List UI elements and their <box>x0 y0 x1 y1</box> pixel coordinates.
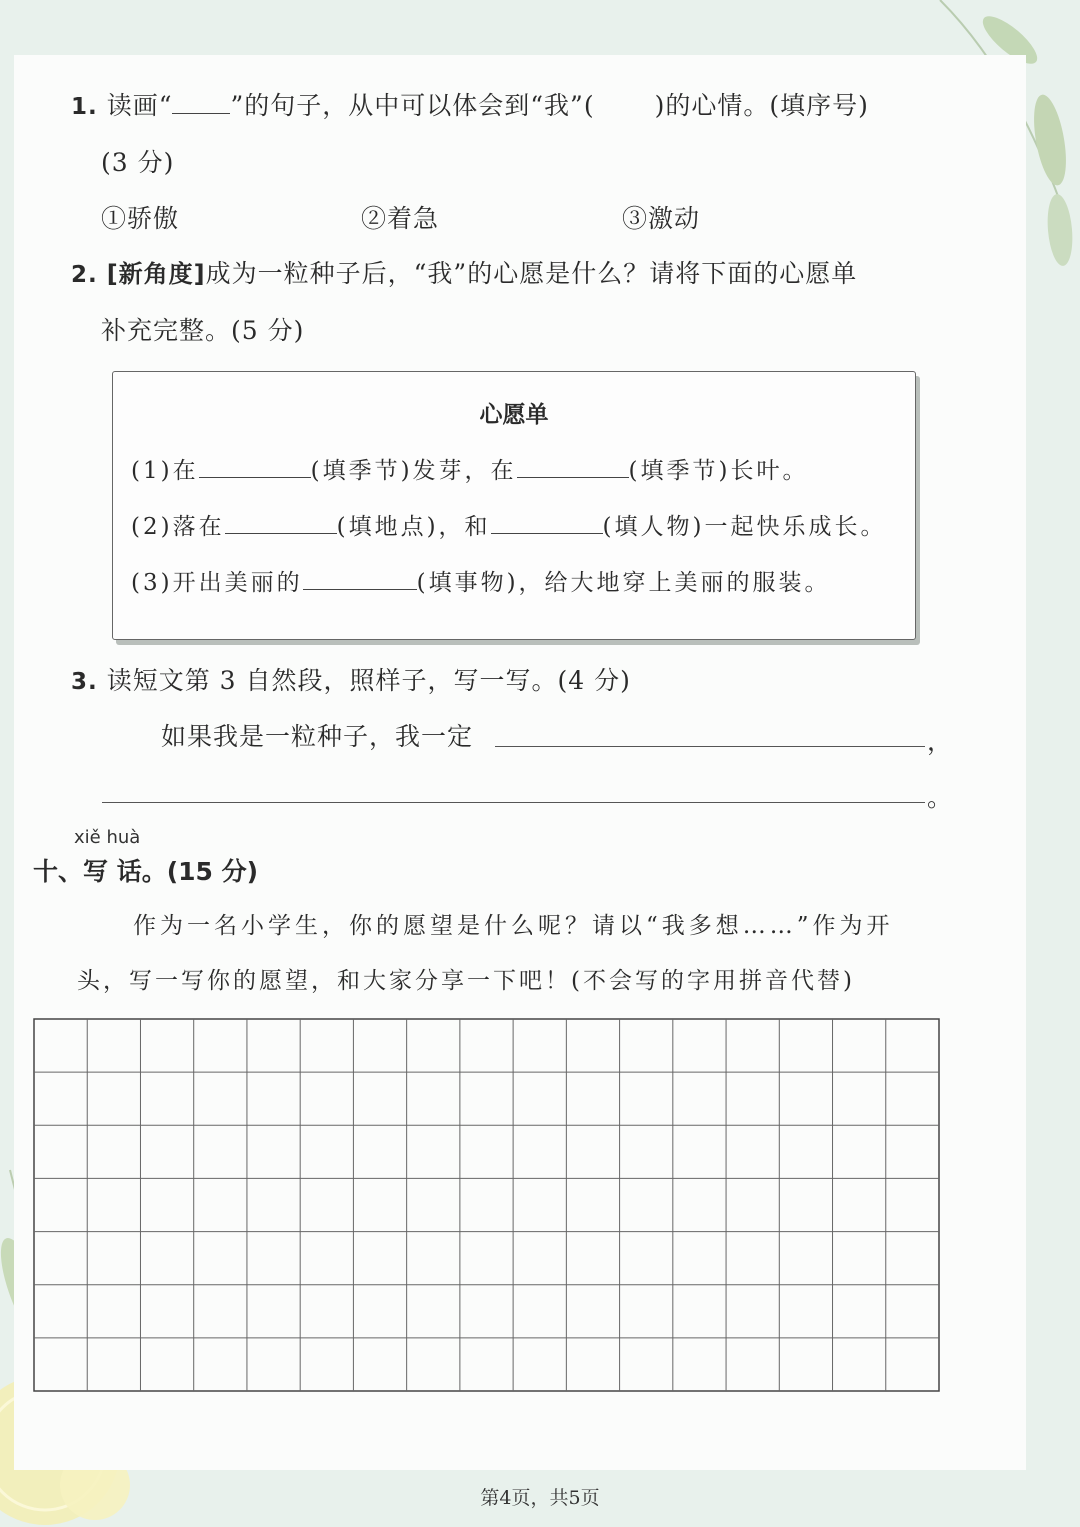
row-text: (2)落在 <box>131 514 225 540</box>
new-angle-tag: [新角度] <box>106 260 206 288</box>
question-number: 1. <box>71 94 98 120</box>
row-text: (填人物)一起快乐成长。 <box>602 514 887 540</box>
question-2-line2: 补充完整。(5 分) <box>101 316 305 345</box>
answer-line-2[interactable] <box>102 802 925 803</box>
row-text: (填地点)，和 <box>336 514 491 540</box>
place-blank[interactable] <box>225 533 337 534</box>
answer-line-1[interactable] <box>495 746 925 747</box>
season-blank-1[interactable] <box>199 477 311 478</box>
season-blank-2[interactable] <box>517 477 629 478</box>
row-text: (填季节)发芽，在 <box>310 458 517 484</box>
row-text: (3)开出美丽的 <box>131 570 303 596</box>
page-footer: 第4页，共5页 <box>480 1487 600 1509</box>
wishlist-title: 心愿单 <box>479 402 549 428</box>
question-text: 读短文第 3 自然段，照样子，写一写。(4 分) <box>106 666 631 695</box>
writing-prompt-line-1: 作为一名小学生，你的愿望是什么呢？请以“我多想……”作为开 <box>133 913 894 939</box>
grid-border <box>34 1019 939 1391</box>
question-text: 成为一粒种子后，“我”的心愿是什么？请将下面的心愿单 <box>205 259 858 288</box>
wishlist-row-3 <box>131 564 831 597</box>
question-2 <box>71 254 857 290</box>
sample-sentence: 如果我是一粒种子，我一定 <box>161 722 474 751</box>
question-3 <box>71 661 631 697</box>
writing-grid[interactable] <box>33 1018 940 1392</box>
option-2[interactable]: ②着急 <box>361 204 440 233</box>
comma-mark: ， <box>927 727 954 756</box>
option-3[interactable]: ③激动 <box>622 204 701 233</box>
row-text: (填季节)长叶。 <box>628 458 809 484</box>
row-text: (1)在 <box>131 458 199 484</box>
writing-prompt-line-2: 头，写一写你的愿望，和大家分享一下吧！(不会写的字用拼音代替) <box>77 968 855 994</box>
period-mark: 。 <box>927 783 954 812</box>
option-1[interactable]: ①骄傲 <box>101 204 180 233</box>
wishlist-row-1 <box>131 452 809 485</box>
wishlist-box <box>112 371 916 640</box>
row-text: (填事物)，给大地穿上美丽的服装。 <box>416 570 831 596</box>
question-number: 3. <box>71 669 98 695</box>
section-title: 十、写 话。(15 分) <box>33 857 259 886</box>
wishlist-row-2 <box>131 508 887 541</box>
thing-blank[interactable] <box>303 589 417 590</box>
question-text: ”的句子，从中可以体会到“我”( <box>230 91 595 120</box>
question-1 <box>71 86 869 122</box>
question-text: )的心情。(填序号) <box>654 91 869 120</box>
person-blank[interactable] <box>491 533 603 534</box>
section-pinyin: xiě huà <box>74 827 141 848</box>
question-1-score: (3 分) <box>101 148 175 177</box>
question-text: 读画“ <box>106 91 173 120</box>
question-number: 2. <box>71 262 98 288</box>
answer-blank[interactable] <box>172 113 230 114</box>
